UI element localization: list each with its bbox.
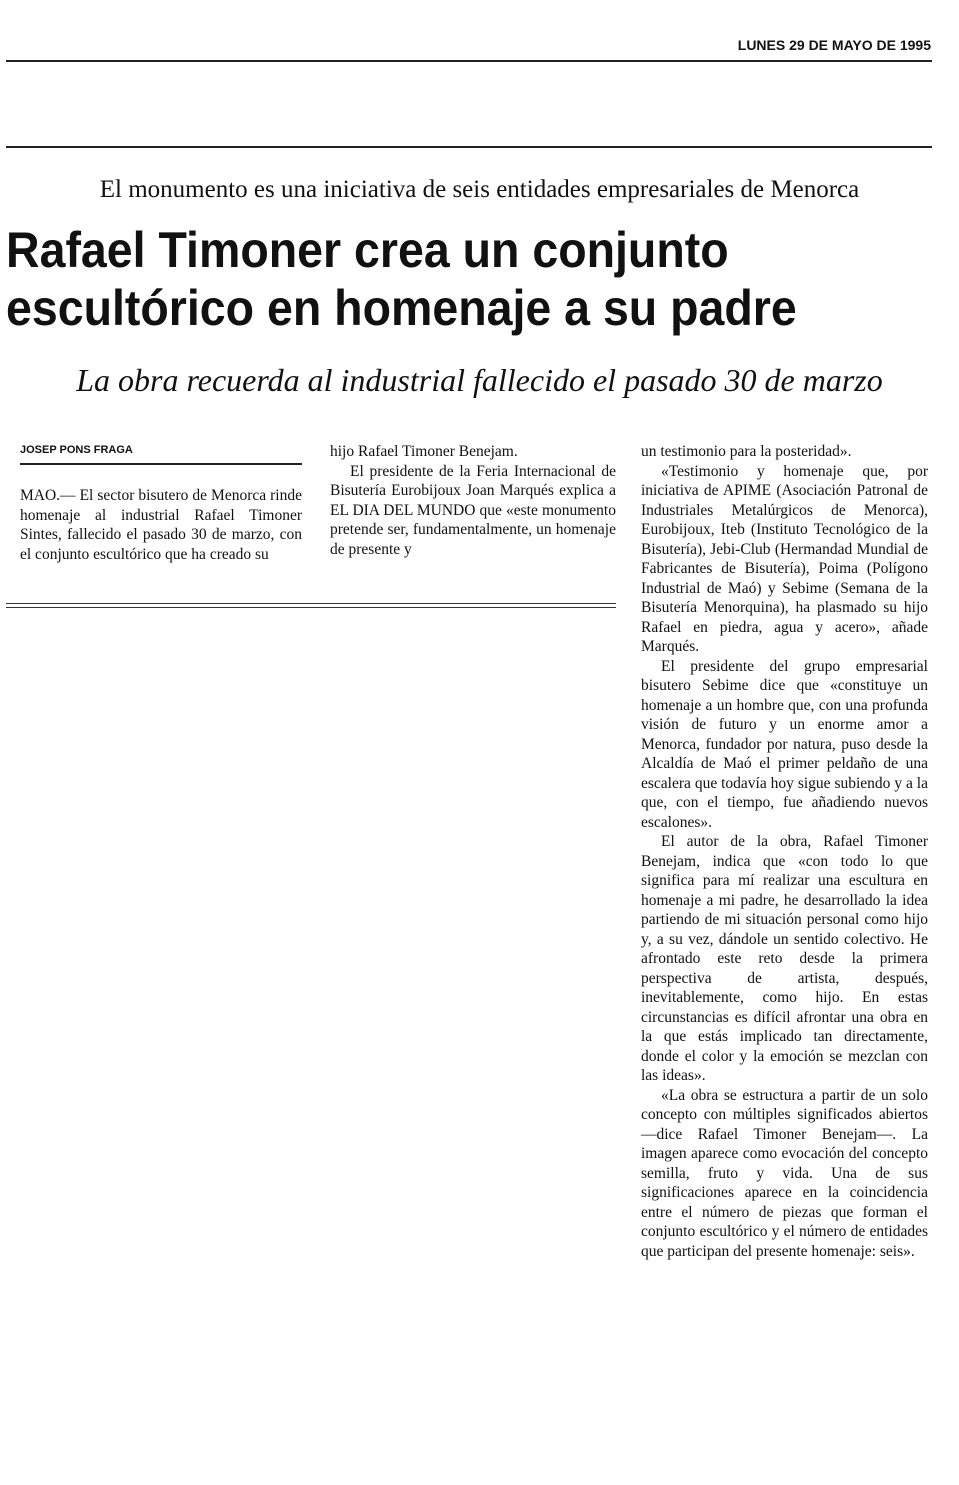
column-3-paragraph-3: El presidente del grupo empresarial bisutero Sebime dice que «constituye un homenaje a un hombre que, con una profunda visión de futuro y un enorme amor a Menorca, fundador por natura, puso desde la Alcaldía de Maó el primer peldaño de una escalera que todavía hoy sigue subiendo y a la que, con el tiempo, fue añadiendo nuevos escalones». (641, 657, 928, 831)
top-rule (6, 60, 932, 62)
article-kicker: El monumento es una iniciativa de seis entidades empresariales de Menorca (99, 176, 860, 203)
column-1 (20, 486, 302, 564)
article-subhead: La obra recuerda al industrial fallecido el pasado 30 de marzo (76, 362, 883, 398)
column-1-paragraph-1: MAO.— El sector bisutero de Menorca rinde homenaje al industrial Rafael Timoner Sintes, fallecido el pasado 30 de marzo, con el conjunto escultórico que ha creado su (20, 487, 302, 563)
headline-line-2: escultórico en homenaje a su padre (6, 280, 797, 336)
column-2-paragraph-2: El presidente de la Feria Internacional de Bisutería Eurobijoux Joan Marqués explica a EL DIA DEL MUNDO que «este monumento pretende ser, fundamentalmente, un homenaje de presente y (330, 462, 616, 558)
column-3-paragraph-4: El autor de la obra, Rafael Timoner Benejam, indica que «con todo lo que significa para mí realizar una escultura en homenaje a mi padre, he desarrollado la idea partiendo de mi situación personal como hijo y, a su vez, dándole un sentido colectivo. He afrontado este reto desde la primera perspectiva de artista, después, inevitablemente, como hijo. En estas circunstancias es difícil afrontar una obra en la que estás implicado tan directamente, donde el color y la emoción se mezclan con las ideas». (641, 833, 928, 1084)
column-2-paragraph-1: hijo Rafael Timoner Benejam. (330, 443, 518, 460)
column-3 (641, 442, 928, 1261)
page-date: LUNES 29 DE MAYO DE 1995 (737, 37, 931, 53)
column-2 (330, 442, 616, 559)
byline-rule (20, 463, 302, 465)
column-3-paragraph-2: «Testimonio y homenaje que, por iniciativa de APIME (Asociación Patronal de Industriales Metalúrgicos de Menorca), Eurobijoux, Iteb (Instituto Tecnológico de la Bisutería), Jebi-Club (Hermandad Mundial de Fabricantes de Bisutería), Poima (Polígono Industrial de Maó) y Sebime (Semana de la Bisutería Menorquina), ha plasmado su hijo Rafael en piedra, agua y acero», añade Marqués. (641, 462, 928, 655)
article-byline: JOSEP PONS FRAGA (20, 444, 133, 456)
column-3-paragraph-5: «La obra se estructura a partir de un solo concepto con múltiples significados abiertos —dice Rafael Timoner Benejam—. La imagen aparece como evocación del concepto semilla, fruto y vida. Una de sus significaciones aparece en la coincidencia entre el número de piezas que forman el conjunto escultórico y el número de entidades que participan del presente homenaje: seis». (641, 1086, 928, 1260)
headline-rule (6, 146, 932, 148)
column-3-paragraph-1: un testimonio para la posteridad». (641, 443, 852, 460)
article-headline (6, 221, 867, 337)
bottom-double-rule (6, 603, 616, 608)
headline-line-1: Rafael Timoner crea un conjunto (6, 222, 729, 278)
